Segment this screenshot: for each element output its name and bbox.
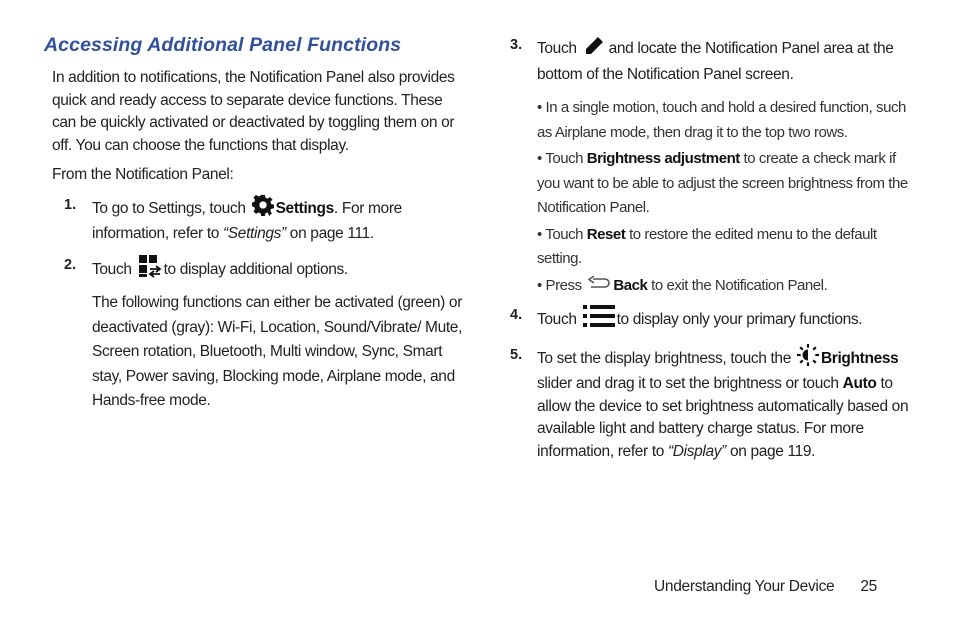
right-column [510, 34, 910, 471]
step-number: 1. [64, 196, 77, 213]
step-number: 5. [510, 346, 523, 363]
pencil-icon [583, 34, 607, 64]
bullet-list [510, 96, 910, 298]
from-panel-text: From the Notification Panel: [52, 166, 234, 183]
reset-label: Reset [586, 225, 626, 243]
step-4 [510, 304, 910, 336]
settings-reference: “Settings” [223, 225, 286, 242]
list-item: • In a single motion, touch and hold a desired function, such as Airplane mode, then drag it to the top two rows. [537, 99, 906, 141]
functions-list: The following functions can either be activated (green) or deactivated (gray): Wi-Fi, Location, Sound/Vibrate/ Mute, Screen rotation, Bluetooth, Multi window, Sync, Smart stay, Power saving, Blocking mode, Airplane mode, and Hands-free mode. [92, 294, 463, 409]
step-number: 3. [510, 37, 523, 53]
settings-label: Settings [275, 199, 334, 217]
gear-icon [252, 194, 274, 224]
intro-paragraph: In addition to notifications, the Notification Panel also provides quick and ready access to separate device functions. These can be quickly activated or deactivated by toggling them on or off. You can choose the functions that display. [52, 69, 455, 154]
step-5 [510, 344, 910, 464]
step-1 [44, 194, 464, 246]
list-item: • Touch Reset to restore the edited menu to the default setting. [537, 225, 877, 267]
step-3 [510, 34, 910, 86]
brightness-adjustment-label: Brightness adjustment [586, 150, 740, 167]
step-5-text: To set the display brightness, touch the Brightness slider and drag it to set the brightness or touch Auto to allow the device to set brightness automatically based on available light and battery charge status. For more information, refer to “Display” on page 119. [537, 344, 910, 464]
step-3-text: Touch and locate the Notification Panel area at the bottom of the Notification Panel screen. [537, 34, 910, 86]
step-2 [44, 254, 464, 414]
brightness-label: Brightness [820, 349, 899, 367]
step-1-text: To go to Settings, touch Settings. For more information, refer to “Settings” on page 111. [92, 194, 464, 246]
section-heading: Accessing Additional Panel Functions [44, 34, 402, 56]
brightness-icon [797, 344, 819, 374]
step-2-text: Touch to display additional options. [92, 254, 464, 286]
footer-section-title: Understanding Your Device [654, 578, 835, 595]
list-item: • Touch Brightness adjustment to create a check mark if you want to be able to adjust the screen brightness from the Notification Panel. [537, 150, 908, 216]
step-4-text: Touch to display only your primary functions. [537, 304, 910, 336]
page-footer [654, 578, 877, 596]
grid-toggle-icon [138, 254, 162, 286]
page-number: 25 [860, 578, 878, 595]
back-arrow-icon [587, 274, 611, 299]
auto-label: Auto [842, 375, 877, 393]
display-reference: “Display” [668, 442, 726, 460]
step-number: 2. [64, 256, 77, 273]
list-icon [583, 304, 615, 336]
left-column [44, 34, 464, 422]
back-label: Back [613, 276, 648, 294]
list-item: • Press Back to exit the Notification Panel. [537, 274, 910, 299]
step-number: 4. [510, 307, 523, 324]
